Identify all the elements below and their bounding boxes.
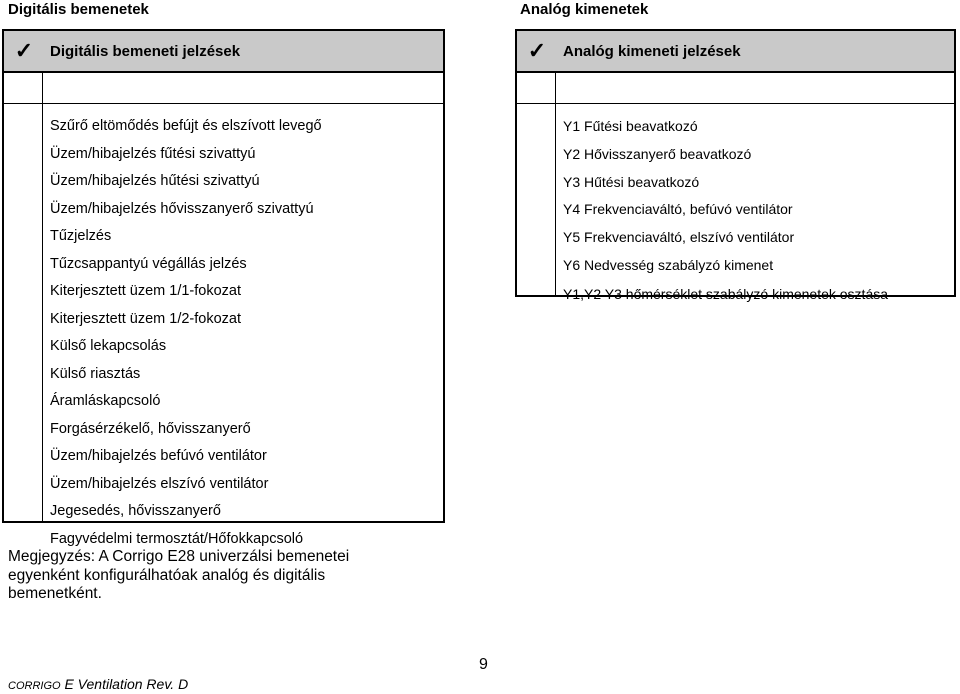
column-divider	[42, 31, 43, 521]
list-item: Külső riasztás	[50, 365, 141, 382]
list-item: Y2 Hővisszanyerő beavatkozó	[563, 145, 752, 162]
list-item: Forgásérzékelő, hővisszanyerő	[50, 420, 251, 437]
list-item: Üzem/hibajelzés elszívó ventilátor	[50, 475, 269, 492]
list-item: Fagyvédelmi termosztát/Hőfokkapcsoló	[50, 530, 304, 547]
list-item: Y4 Frekvenciaváltó, befúvó ventilátor	[563, 201, 793, 218]
list-item: Y3 Hűtési beavatkozó	[563, 173, 700, 190]
page-number: 9	[479, 656, 488, 673]
list-item: Tűzjelzés	[50, 228, 112, 244]
digital-inputs-table	[2, 29, 445, 547]
analog-outputs-list	[563, 113, 944, 303]
list-item: Szűrő eltömődés befújt és elszívott levegő	[50, 118, 322, 134]
list-item: Üzem/hibajelzés befúvó ventilátor	[50, 448, 267, 464]
spacer-row	[4, 73, 443, 104]
digital-inputs-list	[50, 113, 433, 553]
list-item: Külső lekapcsolás	[50, 338, 167, 354]
table-header-label: Analóg kimeneti jelzések	[563, 42, 741, 60]
list-item: Üzem/hibajelzés fűtési szivattyú	[50, 145, 256, 162]
table-header-label: Digitális bemeneti jelzések	[50, 42, 241, 60]
list-item: Jegesedés, hővisszanyerő	[50, 503, 221, 519]
footer-text: E Ventilation Rev. D	[60, 676, 189, 692]
left-section-title: Digitális bemenetek	[8, 1, 149, 18]
list-item: Y1 Fűtési beavatkozó	[563, 118, 698, 134]
list-item: Kiterjesztett üzem 1/1-fokozat	[50, 283, 241, 299]
analog-outputs-table	[515, 29, 956, 302]
table-header	[4, 31, 443, 73]
spacer-row	[517, 73, 954, 104]
checkmark-icon: ✓	[14, 38, 34, 63]
table-header	[517, 31, 954, 73]
list-item: Kiterjesztett üzem 1/2-fokozat	[50, 310, 241, 327]
note-text: Megjegyzés: A Corrigo E28 univerzálsi bemenetei egyenként konfigurálhatóak analóg és digitális bemenetként.	[8, 548, 350, 602]
list-item: Y1,Y2 Y3 hőmérséklet szabályzó kimenetek osztása	[563, 285, 889, 302]
right-section-title: Analóg kimenetek	[520, 1, 649, 18]
checkmark-icon: ✓	[527, 38, 547, 63]
list-item: Tűzcsappantyú végállás jelzés	[50, 255, 247, 272]
list-item: Üzem/hibajelzés hővisszanyerő szivattyú	[50, 200, 314, 217]
footer	[8, 676, 188, 692]
list-item: Áramláskapcsoló	[50, 393, 161, 409]
list-item: Üzem/hibajelzés hűtési szivattyú	[50, 173, 260, 189]
list-item: Y6 Nedvesség szabályzó kimenet	[563, 256, 774, 273]
list-item: Y5 Frekvenciaváltó, elszívó ventilátor	[563, 229, 795, 246]
footer-brand: CORRIGO	[8, 680, 61, 692]
